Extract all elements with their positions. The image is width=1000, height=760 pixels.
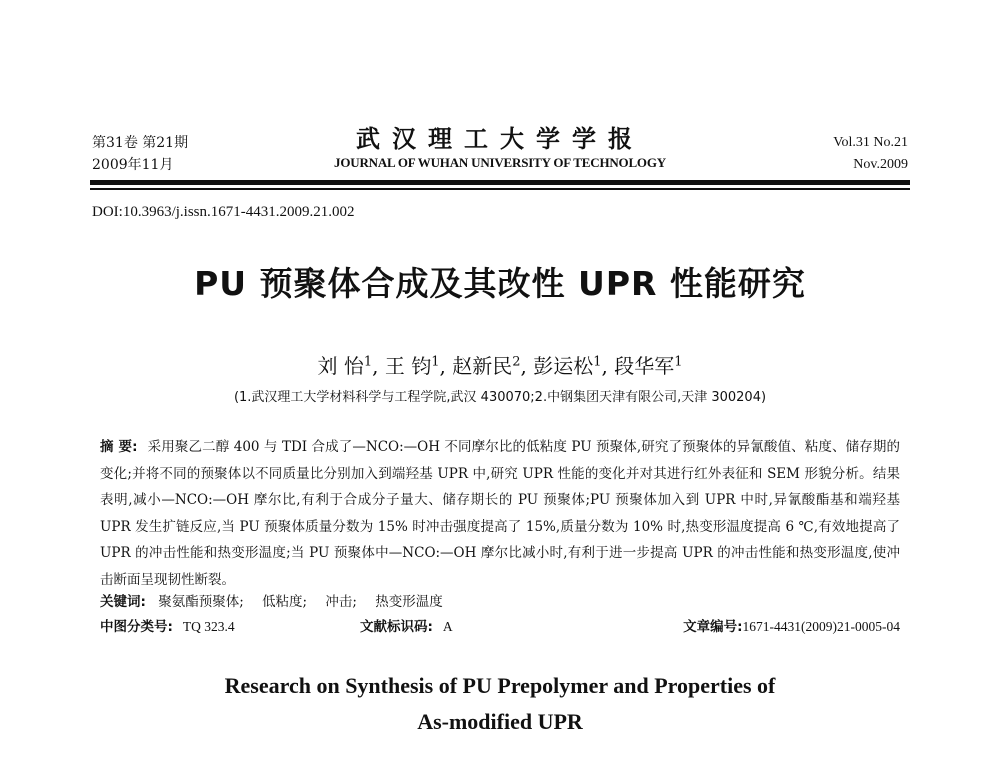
- keywords: [100, 590, 457, 610]
- english-title-line: Research on Synthesis of PU Prepolymer and Properties of: [224, 673, 776, 698]
- publication-date-en: Nov.2009: [853, 157, 908, 172]
- header-right: [833, 132, 908, 176]
- keyword: 热变形温度: [375, 594, 443, 610]
- journal-title-en: JOURNAL OF WUHAN UNIVERSITY OF TECHNOLOGY: [334, 155, 666, 170]
- journal-title-cn: 武汉理工大学学报: [356, 124, 644, 153]
- keyword: 聚氨酯预聚体;: [158, 594, 244, 610]
- author: 刘 怡$^1$,: [317, 354, 379, 378]
- volume-number-en: Vol.31 No.21: [833, 135, 908, 150]
- english-title: [100, 668, 900, 740]
- abstract: [100, 434, 900, 593]
- header-left: [92, 132, 188, 176]
- journal-masthead: [300, 124, 700, 172]
- english-title-line: As-modified UPR: [417, 709, 583, 734]
- keyword: 低粘度;: [262, 594, 308, 610]
- header-rule-thin: [90, 188, 910, 190]
- author-list: [100, 350, 900, 379]
- author: 赵新民$^2$,: [452, 354, 527, 378]
- keywords-label: 关键词:: [100, 594, 146, 610]
- article-number: 文章编号:1671-4431(2009)21-0005-04: [683, 619, 900, 635]
- clc-number: 中图分类号: TQ 323.4: [100, 619, 235, 635]
- abstract-label: 摘 要:: [100, 439, 138, 455]
- publication-date-cn: 2009年11月: [92, 157, 174, 173]
- header-rule-thick: [90, 180, 910, 185]
- document-code: 文献标识码: A: [360, 619, 453, 635]
- author: 彭运松$^1$,: [533, 354, 608, 378]
- author: 段华军$^1$: [614, 354, 683, 378]
- abstract-text: 采用聚乙二醇 400 与 TDI 合成了—NCO:—OH 不同摩尔比的低粘度 PU 预聚体,研究了预聚体的异氰酸值、粘度、储存期的变化;并将不同的预聚体以不同质量比分别加入到端羟基 UPR 中,研究 UPR 性能的变化并对其进行红外表征和 SEM 形貌分析。结果表明,减小—NCO:—OH 摩尔比,有利于合成分子量大、储存期长的 PU 预聚体;PU 预聚体加入到 UPR 中时,异氰酸酯基和端羟基 UPR 发生扩链反应,当 PU 预聚体质量分数为 15% 时冲击强度提高了 15%,质量分数为 10% 时,热变形温度提高 6 ℃,有效地提高了 UPR 的冲击性能和热变形温度;当 PU 预聚体中—NCO:—OH 摩尔比减小时,有利于进一步提高 UPR 的冲击性能和热变形温度,使冲击断面呈现韧性断裂。: [100, 439, 900, 588]
- doi[interactable]: DOI:10.3963/j.issn.1671-4431.2009.21.002: [92, 204, 355, 220]
- author: 王 钧$^1$,: [384, 354, 446, 378]
- keyword: 冲击;: [325, 594, 357, 610]
- affiliations: (1.武汉理工大学材料科学与工程学院,武汉 430070;2.中钢集团天津有限公司,天津 300204): [233, 390, 767, 405]
- paper-title: PU 预聚体合成及其改性 UPR 性能研究: [194, 264, 806, 303]
- volume-issue: 第31卷 第21期: [92, 135, 189, 151]
